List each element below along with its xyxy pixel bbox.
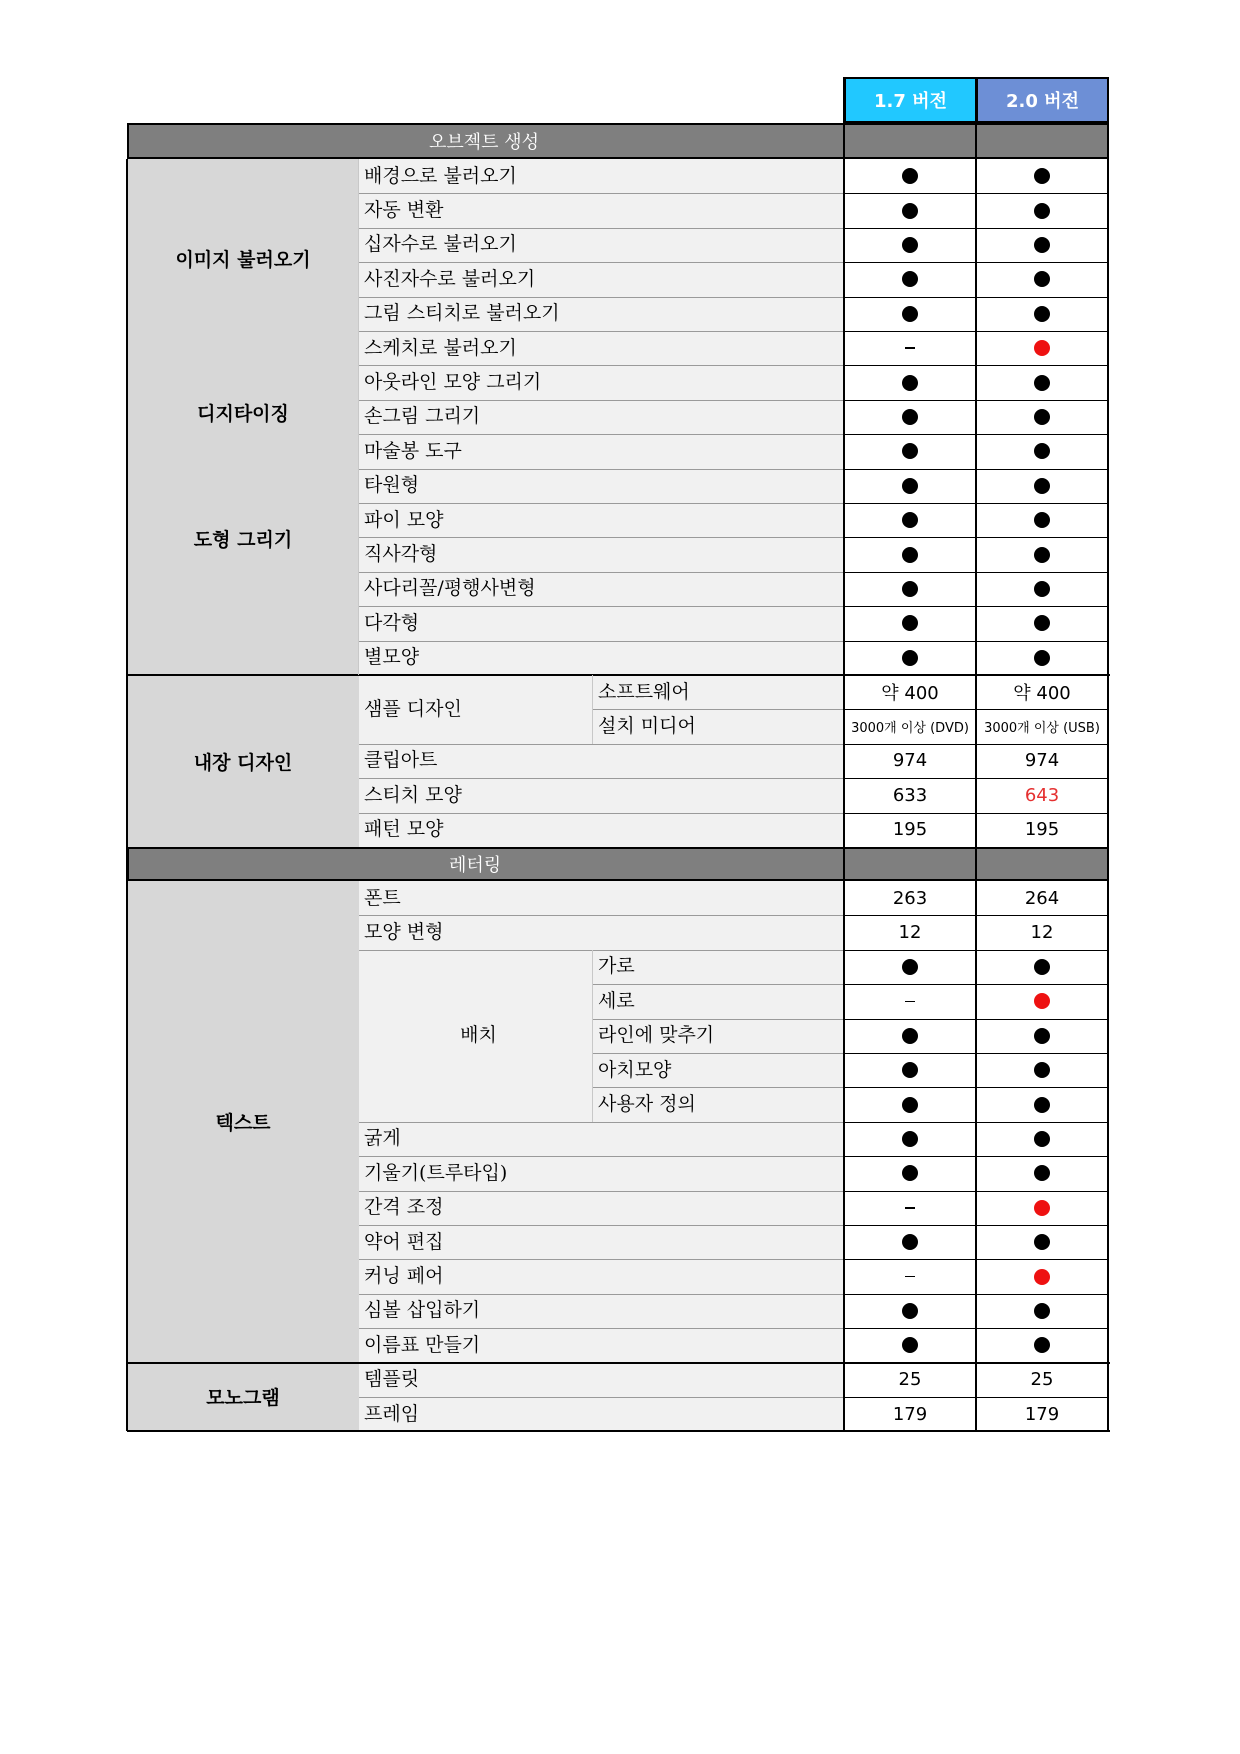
grid-line — [127, 1430, 1110, 1432]
value-stitch-v20: 643 — [976, 778, 1108, 812]
layout-item-label: 아치모양 — [593, 1053, 844, 1087]
filled-dot-icon — [902, 478, 918, 494]
value-software-v17: 약 400 — [844, 675, 976, 709]
red-dot-icon — [1034, 1269, 1050, 1285]
filled-dot-icon — [902, 1303, 918, 1319]
mark-v20 — [976, 1087, 1108, 1121]
grid-line — [593, 1019, 844, 1020]
grid-line — [359, 1397, 844, 1398]
feature-label: 타원형 — [359, 469, 844, 503]
mark-v17 — [844, 1156, 976, 1190]
mark-v17 — [844, 400, 976, 434]
filled-dot-icon — [902, 615, 918, 631]
grid-line — [359, 1191, 844, 1192]
mark-v17 — [844, 365, 976, 399]
mark-v20 — [976, 365, 1108, 399]
value-software-v20: 약 400 — [976, 675, 1108, 709]
grid-line — [359, 331, 844, 332]
value-template-v17: 25 — [844, 1363, 976, 1397]
filled-dot-icon — [902, 1062, 918, 1078]
mark-v17 — [844, 537, 976, 571]
grid-line — [359, 1328, 844, 1329]
feature-label: 배경으로 불러오기 — [359, 159, 844, 193]
value-media-v20: 3000개 이상 (USB) — [976, 709, 1108, 743]
grid-line — [843, 77, 845, 1431]
grid-line — [359, 262, 844, 263]
grid-line — [359, 434, 844, 435]
filled-dot-icon — [1034, 306, 1050, 322]
red-dot-icon — [1034, 993, 1050, 1009]
text-feature-label: 약어 편집 — [359, 1225, 844, 1259]
mark-v20 — [976, 641, 1108, 675]
filled-dot-icon — [1034, 203, 1050, 219]
mark-v20 — [976, 193, 1108, 227]
grid-line — [359, 1259, 844, 1260]
filled-dot-icon — [1034, 1303, 1050, 1319]
filled-dot-icon — [1034, 1028, 1050, 1044]
filled-dot-icon — [902, 271, 918, 287]
filled-dot-icon — [1034, 271, 1050, 287]
grid-line — [359, 744, 844, 745]
label-frame: 프레임 — [359, 1397, 844, 1431]
category-image-import: 이미지 불러오기 — [127, 159, 359, 331]
filled-dot-icon — [902, 1131, 918, 1147]
value-shape-v17: 12 — [844, 915, 976, 949]
label-clipart: 클립아트 — [359, 744, 844, 778]
value-font-v20: 264 — [976, 881, 1108, 915]
filled-dot-icon — [1034, 547, 1050, 563]
label-shape-transform: 모양 변형 — [359, 915, 844, 949]
dash-icon — [905, 347, 915, 349]
grid-line — [359, 915, 844, 916]
grid-line — [127, 1362, 1110, 1364]
filled-dot-icon — [902, 1234, 918, 1250]
text-feature-label: 심볼 삽입하기 — [359, 1294, 844, 1328]
filled-dot-icon — [1034, 1131, 1050, 1147]
mark-v17 — [844, 1019, 976, 1053]
grid-line — [359, 572, 844, 573]
mark-v20 — [976, 1294, 1108, 1328]
category-shapes: 도형 그리기 — [127, 469, 359, 675]
mark-v17 — [844, 641, 976, 675]
feature-label: 스케치로 불러오기 — [359, 331, 844, 365]
filled-dot-icon — [1034, 959, 1050, 975]
filled-dot-icon — [902, 1337, 918, 1353]
mark-v17 — [844, 1053, 976, 1087]
mark-v20 — [976, 1225, 1108, 1259]
filled-dot-icon — [902, 581, 918, 597]
mark-v17 — [844, 1087, 976, 1121]
label-media: 설치 미디어 — [593, 709, 844, 743]
filled-dot-icon — [902, 168, 918, 184]
mark-v17 — [844, 1122, 976, 1156]
mark-v20 — [976, 262, 1108, 296]
grid-line — [359, 1294, 844, 1295]
text-feature-label: 간격 조정 — [359, 1191, 844, 1225]
dash-icon — [905, 1001, 915, 1003]
mark-v20 — [976, 1191, 1108, 1225]
value-stitch-v17: 633 — [844, 778, 976, 812]
grid-line — [359, 778, 844, 779]
filled-dot-icon — [1034, 1165, 1050, 1181]
mark-v20 — [976, 331, 1108, 365]
feature-label: 자동 변환 — [359, 193, 844, 227]
value-frame-v17: 179 — [844, 1397, 976, 1431]
header-version-2-0: 2.0 버전 — [976, 77, 1109, 123]
mark-v17 — [844, 228, 976, 262]
mark-v17 — [844, 159, 976, 193]
mark-v20 — [976, 503, 1108, 537]
filled-dot-icon — [902, 1097, 918, 1113]
mark-v20 — [976, 572, 1108, 606]
grid-line — [359, 503, 844, 504]
text-feature-label: 굵게 — [359, 1122, 844, 1156]
category-builtin-design: 내장 디자인 — [127, 675, 359, 847]
value-frame-v20: 179 — [976, 1397, 1108, 1431]
text-feature-label: 기울기(트루타입) — [359, 1156, 844, 1190]
layout-item-label: 라인에 맞추기 — [593, 1019, 844, 1053]
mark-v20 — [976, 1328, 1108, 1362]
grid-line — [359, 813, 844, 814]
category-digitizing: 디지타이징 — [127, 331, 359, 469]
value-clipart-v20: 974 — [976, 744, 1108, 778]
mark-v17 — [844, 1259, 976, 1293]
grid-line — [359, 1225, 844, 1226]
filled-dot-icon — [902, 1028, 918, 1044]
grid-line — [593, 1087, 844, 1088]
grid-line — [1107, 77, 1109, 1431]
mark-v17 — [844, 572, 976, 606]
grid-line — [593, 984, 844, 985]
filled-dot-icon — [902, 547, 918, 563]
mark-v20 — [976, 1053, 1108, 1087]
section-object-creation: 오브젝트 생성 — [127, 123, 1109, 159]
red-dot-icon — [1034, 1200, 1050, 1216]
grid-line — [359, 297, 844, 298]
mark-v17 — [844, 984, 976, 1018]
grid-line — [359, 400, 844, 401]
mark-v20 — [976, 228, 1108, 262]
filled-dot-icon — [902, 650, 918, 666]
feature-label: 별모양 — [359, 641, 844, 675]
layout-item-label: 세로 — [593, 984, 844, 1018]
filled-dot-icon — [1034, 409, 1050, 425]
grid-line — [358, 159, 359, 675]
filled-dot-icon — [1034, 512, 1050, 528]
mark-v17 — [844, 950, 976, 984]
mark-v20 — [976, 400, 1108, 434]
mark-v20 — [976, 1019, 1108, 1053]
feature-label: 사다리꼴/평행사변형 — [359, 572, 844, 606]
label-template: 템플릿 — [359, 1363, 844, 1397]
mark-v20 — [976, 1259, 1108, 1293]
grid-line — [975, 77, 977, 1431]
header-version-1-7: 1.7 버전 — [844, 77, 977, 123]
grid-line — [359, 641, 844, 642]
filled-dot-icon — [902, 203, 918, 219]
category-text: 텍스트 — [127, 881, 359, 1363]
filled-dot-icon — [1034, 1337, 1050, 1353]
filled-dot-icon — [1034, 375, 1050, 391]
dash-icon — [905, 1276, 915, 1278]
filled-dot-icon — [1034, 1097, 1050, 1113]
grid-line — [359, 365, 844, 366]
mark-v20 — [976, 606, 1108, 640]
value-template-v20: 25 — [976, 1363, 1108, 1397]
filled-dot-icon — [902, 443, 918, 459]
label-stitch: 스티치 모양 — [359, 778, 844, 812]
mark-v20 — [976, 434, 1108, 468]
layout-item-label: 사용자 정의 — [593, 1087, 844, 1121]
dash-icon — [905, 1207, 915, 1209]
label-sample-design: 샘플 디자인 — [359, 675, 593, 744]
grid-line — [593, 709, 844, 710]
label-software: 소프트웨어 — [593, 675, 844, 709]
feature-label: 다각형 — [359, 606, 844, 640]
mark-v20 — [976, 159, 1108, 193]
grid-line — [592, 950, 593, 1122]
label-font: 폰트 — [359, 881, 844, 915]
filled-dot-icon — [1034, 650, 1050, 666]
filled-dot-icon — [1034, 1062, 1050, 1078]
grid-line — [359, 1122, 844, 1123]
filled-dot-icon — [1034, 615, 1050, 631]
filled-dot-icon — [1034, 237, 1050, 253]
filled-dot-icon — [902, 512, 918, 528]
filled-dot-icon — [902, 237, 918, 253]
feature-label: 그림 스티치로 불러오기 — [359, 297, 844, 331]
grid-line — [593, 1053, 844, 1054]
filled-dot-icon — [1034, 1234, 1050, 1250]
mark-v17 — [844, 1225, 976, 1259]
filled-dot-icon — [902, 306, 918, 322]
filled-dot-icon — [1034, 581, 1050, 597]
filled-dot-icon — [902, 375, 918, 391]
grid-line — [359, 606, 844, 607]
feature-label: 손그림 그리기 — [359, 400, 844, 434]
mark-v17 — [844, 331, 976, 365]
feature-label: 십자수로 불러오기 — [359, 228, 844, 262]
mark-v20 — [976, 537, 1108, 571]
mark-v20 — [976, 1122, 1108, 1156]
grid-line — [359, 469, 844, 470]
value-pattern-v17: 195 — [844, 813, 976, 847]
grid-line — [359, 537, 844, 538]
mark-v20 — [976, 469, 1108, 503]
text-feature-label: 이름표 만들기 — [359, 1328, 844, 1362]
red-dot-icon — [1034, 340, 1050, 356]
grid-line — [359, 1156, 844, 1157]
mark-v17 — [844, 469, 976, 503]
feature-label: 사진자수로 불러오기 — [359, 262, 844, 296]
filled-dot-icon — [902, 959, 918, 975]
filled-dot-icon — [902, 1165, 918, 1181]
mark-v17 — [844, 606, 976, 640]
filled-dot-icon — [1034, 168, 1050, 184]
grid-line — [126, 159, 128, 1431]
label-pattern: 패턴 모양 — [359, 813, 844, 847]
mark-v17 — [844, 1294, 976, 1328]
mark-v17 — [844, 1191, 976, 1225]
value-media-v17: 3000개 이상 (DVD) — [844, 709, 976, 743]
mark-v20 — [976, 950, 1108, 984]
mark-v17 — [844, 1328, 976, 1362]
mark-v17 — [844, 434, 976, 468]
section-lettering: 레터링 — [127, 847, 1109, 881]
filled-dot-icon — [1034, 443, 1050, 459]
grid-line — [359, 950, 844, 951]
feature-label: 아웃라인 모양 그리기 — [359, 365, 844, 399]
feature-label: 마술봉 도구 — [359, 434, 844, 468]
grid-line — [359, 193, 844, 194]
value-shape-v20: 12 — [976, 915, 1108, 949]
mark-v17 — [844, 193, 976, 227]
value-clipart-v17: 974 — [844, 744, 976, 778]
feature-label: 직사각형 — [359, 537, 844, 571]
mark-v17 — [844, 503, 976, 537]
mark-v20 — [976, 297, 1108, 331]
feature-label: 파이 모양 — [359, 503, 844, 537]
grid-line — [592, 675, 593, 744]
category-monogram: 모노그램 — [127, 1363, 359, 1432]
layout-item-label: 가로 — [593, 950, 844, 984]
grid-line — [127, 674, 1110, 676]
value-pattern-v20: 195 — [976, 813, 1108, 847]
mark-v17 — [844, 262, 976, 296]
mark-v20 — [976, 984, 1108, 1018]
filled-dot-icon — [902, 409, 918, 425]
grid-line — [359, 228, 844, 229]
text-feature-label: 커닝 페어 — [359, 1259, 844, 1293]
mark-v20 — [976, 1156, 1108, 1190]
label-layout: 배치 — [359, 950, 593, 1122]
value-font-v17: 263 — [844, 881, 976, 915]
mark-v17 — [844, 297, 976, 331]
filled-dot-icon — [1034, 478, 1050, 494]
